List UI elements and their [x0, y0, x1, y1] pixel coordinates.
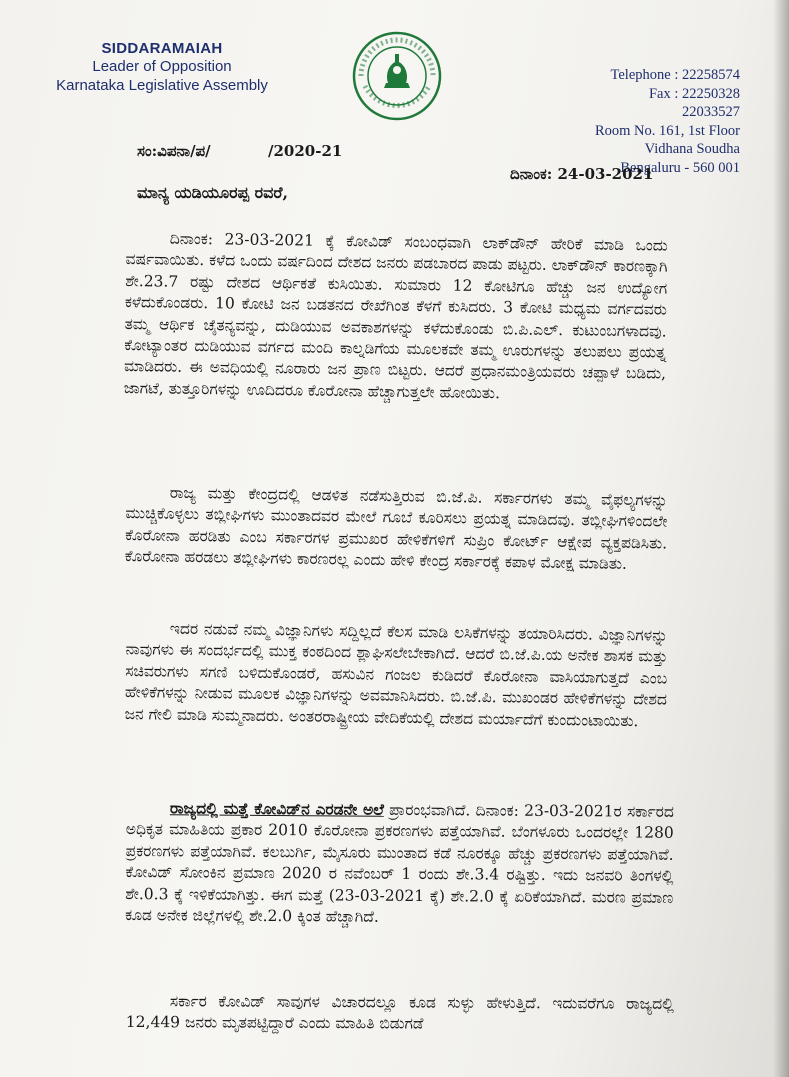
sender-title: Leader of Opposition — [92, 58, 232, 75]
letterhead-sender — [32, 40, 292, 95]
letter-date: ದಿನಾಂಕ: 24-03-2021 — [510, 165, 654, 183]
paragraph-3 — [125, 618, 668, 733]
paragraph-4-text: ಪ್ರಾರಂಭವಾಗಿದೆ. ದಿನಾಂಕ: 23-03-2021ರ ಸರ್ಕಾರದ ಅಧಿಕೃತ ಮಾಹಿತಿಯ ಪ್ರಕಾರ 2010 ಕೊರೋನಾ ಪ್ರಕರಣಗಳು ಪತ್ತೆಯಾಗಿವೆ. ಬೆಂಗಳೂರು ಒಂದರಲ್ಲೇ 1280 ಪ್ರಕರಣಗಳು ಪತ್ತೆಯಾಗಿವೆ. ಕಲಬುರ್ಗಿ, ಮೈಸೂರು ಮುಂತಾದ ಕಡೆ ನೂರಕ್ಕೂ ಹೆಚ್ಚು ಪ್ರಕರಣಗಳು ಪತ್ತೆಯಾಗಿವೆ. ಕೋವಿಡ್ ಸೋಂಕಿನ ಪ್ರಮಾಣ 2020 ರ ನವೆಂಬರ್ 1 ರಂದು ಶೇ.3.4 ರಷ್ಟಿತ್ತು. ಇದು ಜನವರಿ ತಿಂಗಳಲ್ಲಿ ಶೇ.0.3 ಕ್ಕೆ ಇಳಿಕೆಯಾಗಿತ್ತು. ಈಗ ಮತ್ತೆ (23-03-2021 ಕ್ಕೆ) ಶೇ.2.0 ಕ್ಕೆ ಏರಿಕೆಯಾಗಿದೆ. ಮರಣ ಪ್ರಮಾಣ ಕೂಡ ಅನೇಕ ಜಿಲ್ಲೆಗಳಲ್ಲಿ ಶೇ.2.0 ಕ್ಕಿಂತ ಹೆಚ್ಚಾಗಿದೆ. — [125, 800, 674, 926]
letterhead-contact — [540, 66, 740, 177]
salutation: ಮಾನ್ಯ ಯಡಿಯೂರಪ್ಪ ರವರೆ, — [137, 183, 289, 202]
paragraph-4-lead: ರಾಜ್ಯದಲ್ಲಿ ಮತ್ತೆ ಕೋವಿಡ್‌ನ ಎರಡನೇ ಅಲೆ — [169, 798, 384, 819]
contact-room: Room No. 161, 1st Floor — [594, 122, 740, 139]
reference-year: /2020-21 — [268, 142, 343, 160]
contact-fax-2: 22033527 — [682, 104, 740, 120]
contact-telephone: Telephone : 22258574 — [610, 67, 740, 83]
paragraph-2 — [125, 482, 668, 576]
emblem-seal-icon — [351, 30, 443, 122]
paragraph-4 — [125, 797, 674, 930]
paragraph-5 — [126, 991, 674, 1037]
paragraph-3-text: ಇದರ ನಡುವೆ ನಮ್ಮ ವಿಜ್ಞಾನಿಗಳು ಸದ್ದಿಲ್ಲದೆ ಕೆಲಸ ಮಾಡಿ ಲಸಿಕೆಗಳನ್ನು ತಯಾರಿಸಿದರು. ವಿಜ್ಞಾನಿಗಳನ್ನು ನಾವುಗಳು ಈ ಸಂದರ್ಭದಲ್ಲಿ ಮುಕ್ತ ಕಂಠದಿಂದ ಶ್ಲಾಘಿಸಲೇಬೇಕಾಗಿದೆ. ಆದರೆ ಬಿ.ಜೆ.ಪಿ.ಯ ಅನೇಕ ಶಾಸಕ ಮತ್ತು ಸಚಿವರುಗಳು ಸಗಣಿ ಬಳಿದುಕೊಂಡರೆ, ಹಸುವಿನ ಗಂಜಲ ಕುಡಿದರೆ ಕೊರೋನಾ ವಾಸಿಯಾಗುತ್ತದೆ ಎಂಬ ಹೇಳಿಕೆಗಳನ್ನು ನೀಡುವ ಮೂಲಕ ವಿಜ್ಞಾನಿಗಳನ್ನು ಅವಮಾನಿಸಿದರು. ಬಿ.ಜೆ.ಪಿ. ಮುಖಂಡರ ಹೇಳಿಕೆಗಳನ್ನು ದೇಶದ ಜನ ಗೇಲಿ ಮಾಡಿ ಸುಮ್ಮನಾದರು. ಅಂತರರಾಷ್ಟ್ರೀಯ ವೇದಿಕೆಯಲ್ಲಿ ದೇಶದ ಮರ್ಯಾದೆಗೆ ಕುಂದುಂಟಾಯಿತು. — [124, 619, 668, 730]
page-edge-shadow — [773, 0, 789, 1077]
sender-name: SIDDARAMAIAH — [101, 40, 223, 57]
paragraph-1-text: ದಿನಾಂಕ: 23-03-2021 ಕ್ಕೆ ಕೋವಿಡ್ ಸಂಬಂಧವಾಗಿ ಲಾಕ್‌ಡೌನ್ ಹೇರಿಕೆ ಮಾಡಿ ಒಂದು ವರ್ಷವಾಯಿತು. ಕಳೆದ ಒಂದು ವರ್ಷದಿಂದ ದೇಶದ ಜನರು ಪಡಬಾರದ ಪಾಡು ಪಟ್ಟರು. ಲಾಕ್‌ಡೌನ್ ಕಾರಣಕ್ಕಾಗಿ ಶೇ.23.7 ರಷ್ಟು ದೇಶದ ಆರ್ಥಿಕತೆ ಕುಸಿಯಿತು. ಸುಮಾರು 12 ಕೋಟಿಗೂ ಹೆಚ್ಚು ಜನ ಉದ್ಯೋಗ ಕಳೆದುಕೊಂಡರು. 10 ಕೋಟಿ ಜನ ಬಡತನದ ರೇಖೆಗಿಂತ ಕೆಳಗೆ ಕುಸಿದರು. 3 ಕೋಟಿ ಮಧ್ಯಮ ವರ್ಗದವರು ತಮ್ಮ ಆರ್ಥಿಕ ಚೈತನ್ಯವನ್ನು, ದುಡಿಯುವ ಅವಕಾಶಗಳನ್ನು ಕಳೆದುಕೊಂಡು ಬಿ.ಪಿ.ಎಲ್. ಕುಟುಂಬಗಳಾದವು. ಕೋಟ್ಯಾಂತರ ದುಡಿಯುವ ವರ್ಗದ ಮಂದಿ ಕಾಲ್ನಡಿಗೆಯ ಮೂಲಕವೇ ತಮ್ಮ ಊರುಗಳನ್ನು ತಲುಪಲು ಪ್ರಯತ್ನ ಮಾಡಿದರು. ಈ ಅವಧಿಯಲ್ಲಿ ನೂರಾರು ಜನ ಪ್ರಾಣ ಬಿಟ್ಟರು. ಆದರೆ ಪ್ರಧಾನಮಂತ್ರಿಯವರು ಚಪ್ಪಾಳೆ ಬಡಿದು, ಜಾಗಟೆ, ತುತ್ತೂರಿಗಳನ್ನು ಊದಿದರೂ ಕೊರೋನಾ ಹೆಚ್ಚಾಗುತ್ತಲೇ ಹೋಯಿತು. — [123, 229, 668, 403]
contact-fax: Fax : 22250328 — [648, 85, 740, 102]
paragraph-2-text: ರಾಜ್ಯ ಮತ್ತು ಕೇಂದ್ರದಲ್ಲಿ ಆಡಳಿತ ನಡೆಸುತ್ತಿರುವ ಬಿ.ಜೆ.ಪಿ. ಸರ್ಕಾರಗಳು ತಮ್ಮ ವೈಫಲ್ಯಗಳನ್ನು ಮುಚ್ಚಿಕೊಳ್ಳಲು ತಬ್ಲೀಘಿಗಳು ಮುಂತಾದವರ ಮೇಲೆ ಗೂಬೆ ಕೂರಿಸಲು ಪ್ರಯತ್ನ ಮಾಡಿದವು. ತಬ್ಲೀಘಿಗಳಿಂದಲೇ ಕೊರೋನಾ ಹರಡಿತು ಎಂಬ ಸರ್ಕಾರಗಳ ಪ್ರಮುಖರ ಹೇಳಿಕೆಗಳಿಗೆ ಸುಪ್ರಿಂ ಕೋರ್ಟ್ ಆಕ್ಷೇಪ ವ್ಯಕ್ತಪಡಿಸಿತು. ಕೊರೋನಾ ಹರಡಲು ತಬ್ಲೀಘಿಗಳು ಕಾರಣರಲ್ಲ ಎಂದು ಹೇಳಿ ಕೇಂದ್ರ ಸರ್ಕಾರಕ್ಕೆ ಕಪಾಳ ಮೋಕ್ಷ ಮಾಡಿತು. — [124, 483, 668, 574]
paragraph-1 — [124, 228, 668, 407]
sender-org: Karnataka Legislative Assembly — [56, 77, 268, 94]
paragraph-5-text: ಸರ್ಕಾರ ಕೋವಿಡ್ ಸಾವುಗಳ ವಿಚಾರದಲ್ಲೂ ಕೂಡ ಸುಳ್ಳು ಹೇಳುತ್ತಿದೆ. ಇದುವರೆಗೂ ರಾಜ್ಯದಲ್ಲಿ 12,449 ಜನರು ಮೃತಪಟ್ಟಿದ್ದಾರೆ ಎಂದು ಮಾಹಿತಿ ಬಿಡುಗಡೆ — [125, 992, 674, 1033]
reference-number: ಸಂ:ವಿಪನಾ/ಪ/ — [137, 142, 211, 160]
contact-city: Bengaluru - 560 001 — [620, 159, 740, 176]
contact-building: Vidhana Soudha — [644, 141, 740, 157]
